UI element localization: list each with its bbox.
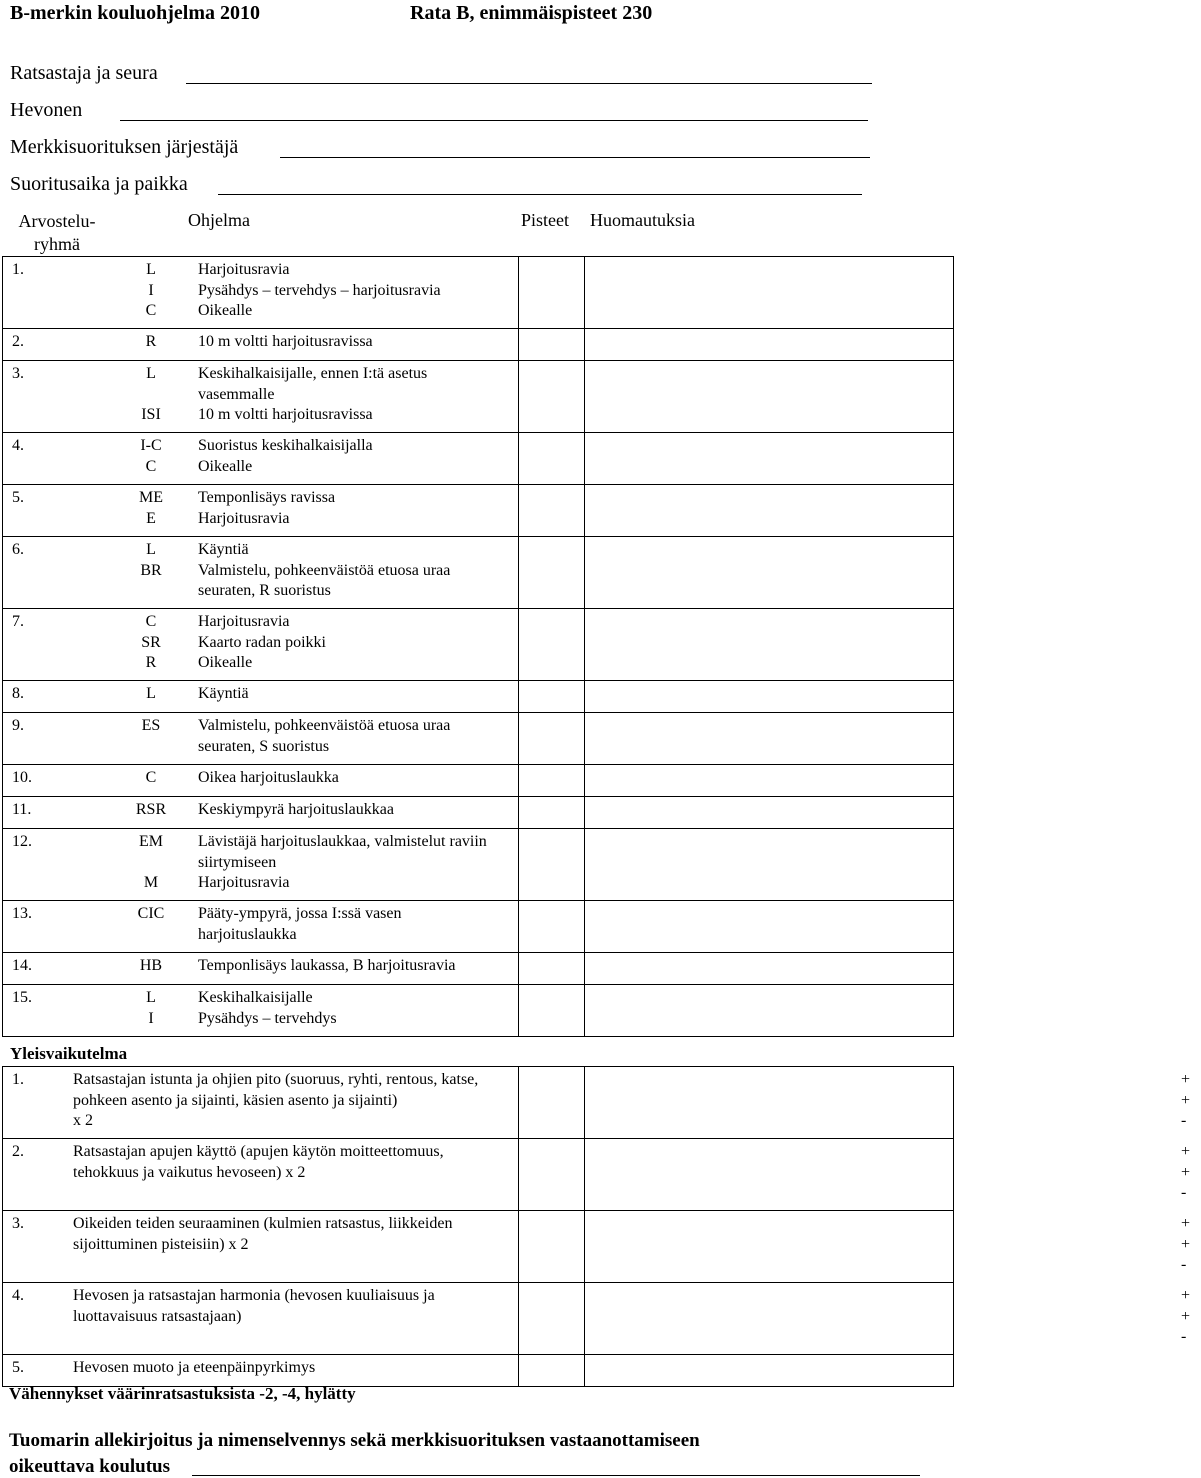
- remarks-cell[interactable]: [585, 797, 954, 829]
- horse-label: Hevonen: [10, 99, 83, 121]
- rider-club-label: Ratsastaja ja seura: [10, 62, 158, 84]
- movement-row: [3, 901, 954, 953]
- movement-number: 10.: [12, 769, 32, 786]
- movement-text: Keskiympyrä harjoituslaukkaa: [198, 801, 394, 818]
- remarks-cell[interactable]: [585, 485, 954, 537]
- movement-text: Lävistäjä harjoituslaukkaa, valmistelut raviin siirtymiseen Harjoitusravia: [198, 833, 487, 891]
- plus-minus-marks: + + -: [1181, 1071, 1191, 1129]
- movement-number: 14.: [12, 957, 32, 974]
- plus-minus-marks: + + -: [1181, 1143, 1191, 1201]
- general-grid: [2, 1066, 1191, 1387]
- remarks-cell[interactable]: [585, 901, 954, 953]
- movement-text: Valmistelu, pohkeenväistöä etuosa uraa seuraten, S suoristus: [198, 717, 451, 755]
- movement-text: Temponlisäys laukassa, B harjoitusravia: [198, 957, 456, 974]
- movement-number: 12.: [12, 833, 32, 850]
- remarks-cell[interactable]: [585, 829, 954, 901]
- movement-letters: I-C C: [140, 437, 162, 475]
- criterion-text: Ratsastajan istunta ja ohjien pito (suoruus, ryhti, rentous, katse, pohkeen asento ja sijainti, käsien asento ja sijainti) x 2: [73, 1071, 479, 1129]
- movement-row: [3, 257, 954, 329]
- movements-grid: [2, 256, 954, 1037]
- points-cell[interactable]: [519, 433, 585, 485]
- remarks-cell[interactable]: [585, 681, 954, 713]
- time-place-label: Suoritusaika ja paikka: [10, 173, 188, 195]
- movement-cell: [3, 609, 519, 681]
- movement-text: Harjoitusravia Pysähdys – tervehdys – harjoitusravia Oikealle: [198, 261, 441, 319]
- general-row: [3, 1355, 954, 1387]
- criterion-text: Hevosen ja ratsastajan harmonia (hevosen kuuliaisuus ja luottavaisuus ratsastajaan): [73, 1287, 435, 1325]
- movement-letters: EM M: [139, 833, 163, 891]
- points-cell[interactable]: [519, 1211, 585, 1283]
- plus-minus-marks: + + -: [1181, 1215, 1191, 1273]
- movement-letters: C: [145, 769, 157, 786]
- points-cell[interactable]: [519, 901, 585, 953]
- movement-row: [3, 829, 954, 901]
- movements-table: [2, 256, 954, 1037]
- program-header: Ohjelma: [188, 210, 250, 230]
- movement-row: [3, 609, 954, 681]
- movement-cell: [3, 953, 519, 985]
- points-cell[interactable]: [519, 765, 585, 797]
- remarks-cell[interactable]: [585, 329, 954, 361]
- criterion-text: Oikeiden teiden seuraaminen (kulmien ratsastus, liikkeiden sijoittuminen pisteisiin) x 2: [73, 1215, 453, 1253]
- movement-cell: [3, 361, 519, 433]
- movement-cell: [3, 681, 519, 713]
- movement-letters: L ISI: [141, 365, 161, 423]
- movement-number: 9.: [12, 717, 24, 734]
- movement-letters: C SR R: [141, 613, 161, 671]
- remarks-cell[interactable]: [585, 609, 954, 681]
- points-cell[interactable]: [519, 1139, 585, 1211]
- remarks-cell[interactable]: [585, 361, 954, 433]
- remarks-cell[interactable]: [585, 953, 954, 985]
- criterion-text: Ratsastajan apujen käyttö (apujen käytön moitteettomuus, tehokkuus ja vaikutus hevoseen) x 2: [73, 1143, 444, 1181]
- rider-club-field[interactable]: [186, 83, 872, 84]
- criterion-number: 5.: [12, 1359, 24, 1376]
- movement-text: Suoristus keskihalkaisijalla Oikealle: [198, 437, 373, 475]
- movement-cell: [3, 257, 519, 329]
- remarks-header: Huomautuksia: [590, 210, 695, 230]
- movement-text: Oikea harjoituslaukka: [198, 769, 339, 786]
- points-cell[interactable]: [519, 537, 585, 609]
- movement-number: 6.: [12, 541, 24, 558]
- movement-text: Temponlisäys ravissa Harjoitusravia: [198, 489, 336, 527]
- organizer-field[interactable]: [280, 157, 870, 158]
- movement-letters: CIC: [137, 905, 165, 922]
- remarks-cell[interactable]: [585, 1355, 954, 1387]
- remarks-cell[interactable]: [585, 713, 954, 765]
- remarks-cell[interactable]: [585, 765, 954, 797]
- remarks-cell[interactable]: [585, 1283, 1191, 1355]
- remarks-cell[interactable]: [585, 1067, 1191, 1139]
- movement-cell: [3, 329, 519, 361]
- movement-letters: L BR: [140, 541, 162, 579]
- remarks-cell[interactable]: [585, 537, 954, 609]
- points-cell[interactable]: [519, 985, 585, 1037]
- criterion-text: Hevosen muoto ja eteenpäinpyrkimys: [73, 1359, 316, 1376]
- movement-number: 4.: [12, 437, 24, 454]
- movement-number: 15.: [12, 989, 32, 1006]
- signature-label-line2: oikeuttava koulutus: [9, 1456, 171, 1477]
- general-row: [3, 1139, 954, 1211]
- movement-row: [3, 797, 954, 829]
- movement-text: 10 m voltti harjoitusravissa: [198, 333, 373, 350]
- remarks-cell[interactable]: [585, 433, 954, 485]
- movement-letters: RSR: [135, 801, 167, 818]
- movement-row: [3, 485, 954, 537]
- remarks-cell[interactable]: [585, 1139, 1191, 1211]
- general-impression-title: Yleisvaikutelma: [10, 1044, 128, 1063]
- criterion-number: 4.: [12, 1287, 24, 1304]
- movement-row: [3, 361, 954, 433]
- signature-label-line1: Tuomarin allekirjoitus ja nimenselvennys sekä merkkisuorituksen vastaanottamiseen: [9, 1430, 700, 1451]
- points-cell[interactable]: [519, 681, 585, 713]
- movement-letters: L: [146, 685, 156, 702]
- movement-number: 13.: [12, 905, 32, 922]
- general-row: [3, 1211, 954, 1283]
- movement-text: Käyntiä Valmistelu, pohkeenväistöä etuosa uraa seuraten, R suoristus: [198, 541, 451, 599]
- points-cell[interactable]: [519, 329, 585, 361]
- remarks-cell[interactable]: [585, 985, 954, 1037]
- movement-letters: HB: [139, 957, 163, 974]
- movement-letters: L I: [146, 989, 156, 1027]
- points-cell[interactable]: [519, 713, 585, 765]
- general-row: [3, 1283, 954, 1355]
- criterion-number: 1.: [12, 1071, 24, 1088]
- points-cell[interactable]: [519, 1355, 585, 1387]
- points-header: Pisteet: [521, 210, 569, 230]
- points-cell[interactable]: [519, 1283, 585, 1355]
- general-row: [3, 1067, 954, 1139]
- time-place-field[interactable]: [218, 194, 862, 195]
- track-info: Rata B, enimmäispisteet 230: [410, 2, 653, 24]
- movement-row: [3, 765, 954, 797]
- movement-number: 3.: [12, 365, 24, 382]
- criterion-cell: [3, 1139, 519, 1211]
- program-title: B-merkin kouluohjelma 2010: [10, 2, 261, 24]
- criterion-number: 2.: [12, 1143, 24, 1160]
- movement-cell: [3, 829, 519, 901]
- movement-number: 5.: [12, 489, 24, 506]
- plus-minus-marks: + + -: [1181, 1287, 1191, 1345]
- points-cell[interactable]: [519, 257, 585, 329]
- points-cell[interactable]: [519, 953, 585, 985]
- organizer-label: Merkkisuorituksen järjestäjä: [10, 136, 239, 158]
- movement-letters: R: [145, 333, 157, 350]
- deductions-text: Vähennykset väärinratsastuksista -2, -4, hylätty: [9, 1384, 356, 1403]
- movement-text: Keskihalkaisijalle, ennen I:tä asetus vasemmalle 10 m voltti harjoitusravissa: [198, 365, 428, 423]
- group-header: Arvostelu- ryhmä: [18, 211, 96, 254]
- movement-number: 8.: [12, 685, 24, 702]
- movement-text: Harjoitusravia Kaarto radan poikki Oikealle: [198, 613, 326, 671]
- movement-cell: [3, 985, 519, 1037]
- movement-number: 11.: [12, 801, 32, 818]
- points-cell[interactable]: [519, 797, 585, 829]
- signature-field[interactable]: [192, 1475, 920, 1476]
- movement-text: Keskihalkaisijalle Pysähdys – tervehdys: [198, 989, 337, 1027]
- movement-number: 2.: [12, 333, 24, 350]
- movement-number: 1.: [12, 261, 24, 278]
- points-cell[interactable]: [519, 361, 585, 433]
- movement-row: [3, 433, 954, 485]
- movement-cell: [3, 901, 519, 953]
- movement-row: [3, 537, 954, 609]
- movement-text: Pääty-ympyrä, jossa I:ssä vasen harjoituslaukka: [198, 905, 402, 943]
- movement-row: [3, 681, 954, 713]
- movement-row: [3, 713, 954, 765]
- movement-text: Käyntiä: [198, 685, 249, 702]
- movement-row: [3, 329, 954, 361]
- remarks-cell[interactable]: [585, 257, 954, 329]
- movement-cell: [3, 713, 519, 765]
- movement-letters: ME E: [139, 489, 163, 527]
- criterion-cell: [3, 1355, 519, 1387]
- movement-cell: [3, 797, 519, 829]
- horse-field[interactable]: [120, 120, 868, 121]
- movement-cell: [3, 537, 519, 609]
- criterion-cell: [3, 1211, 519, 1283]
- movement-cell: [3, 433, 519, 485]
- movement-number: 7.: [12, 613, 24, 630]
- movement-row: [3, 953, 954, 985]
- criterion-cell: [3, 1283, 519, 1355]
- movement-cell: [3, 765, 519, 797]
- points-cell[interactable]: [519, 485, 585, 537]
- points-cell[interactable]: [519, 1067, 585, 1139]
- remarks-cell[interactable]: [585, 1211, 1191, 1283]
- points-cell[interactable]: [519, 829, 585, 901]
- criterion-number: 3.: [12, 1215, 24, 1232]
- movement-letters: L I C: [145, 261, 157, 319]
- movement-letters: ES: [141, 717, 161, 734]
- movement-row: [3, 985, 954, 1037]
- points-cell[interactable]: [519, 609, 585, 681]
- criterion-cell: [3, 1067, 519, 1139]
- general-impression-table: [2, 1066, 1191, 1387]
- movement-cell: [3, 485, 519, 537]
